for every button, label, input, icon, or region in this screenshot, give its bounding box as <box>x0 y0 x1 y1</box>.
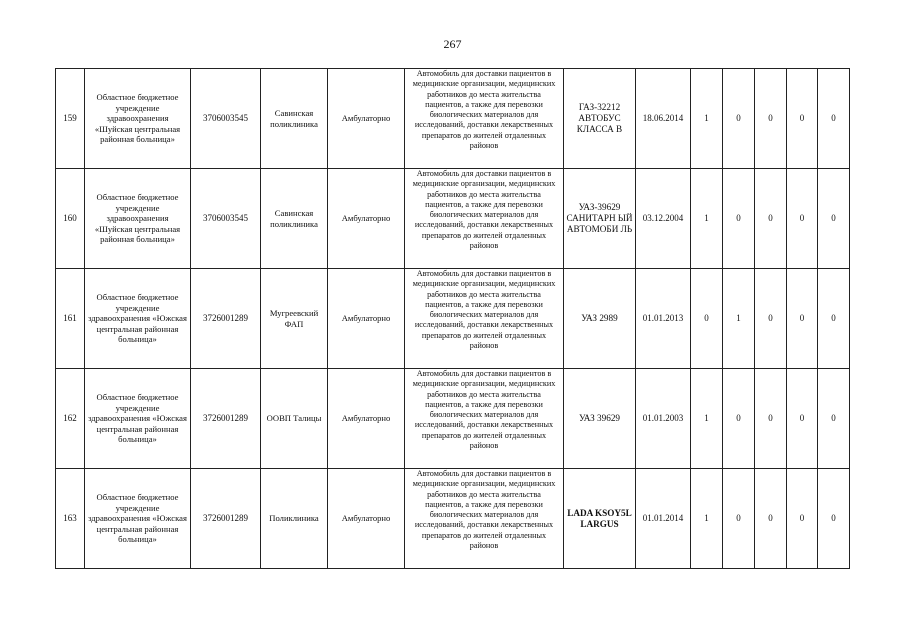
registration-date: 01.01.2003 <box>636 369 691 469</box>
table-row <box>56 169 850 269</box>
vehicle-model: УАЗ-39629 САНИТАРН ЫЙ АВТОМОБИ ЛЬ <box>564 169 636 269</box>
count-cell: 0 <box>818 169 850 269</box>
organization-name: Областное бюджетное учреждение здравоохранения «Южская центральная районная больница» <box>85 469 191 569</box>
count-cell: 0 <box>787 69 818 169</box>
inn-value: 3706003545 <box>191 169 261 269</box>
row-number: 162 <box>56 369 85 469</box>
count-cell: 1 <box>691 69 723 169</box>
registration-date: 01.01.2014 <box>636 469 691 569</box>
table-row <box>56 69 850 169</box>
registration-date: 01.01.2013 <box>636 269 691 369</box>
count-cell: 0 <box>723 169 755 269</box>
inn-value: 3726001289 <box>191 369 261 469</box>
table-row <box>56 369 850 469</box>
subdivision-name: Савинская поликлиника <box>261 69 328 169</box>
count-cell: 0 <box>755 69 787 169</box>
count-cell: 0 <box>755 269 787 369</box>
vehicle-purpose: Автомобиль для доставки пациентов в медицинские организации, медицинских работников до места жительства пациентов, а также для перевозки биологических материалов для исследований, доставки лекарственных препаратов до жителей отдаленных районов <box>405 169 564 269</box>
care-type: Амбулаторно <box>328 369 405 469</box>
vehicle-purpose: Автомобиль для доставки пациентов в медицинские организации, медицинских работников до места жительства пациентов, а также для перевозки биологических материалов для исследований, доставки лекарственных препаратов до жителей отдаленных районов <box>405 69 564 169</box>
registration-date: 18.06.2014 <box>636 69 691 169</box>
count-cell: 0 <box>818 369 850 469</box>
row-number: 163 <box>56 469 85 569</box>
care-type: Амбулаторно <box>328 469 405 569</box>
vehicle-purpose: Автомобиль для доставки пациентов в медицинские организации, медицинских работников до места жительства пациентов, а также для перевозки биологических материалов для исследований, доставки лекарственных препаратов до жителей отдаленных районов <box>405 369 564 469</box>
count-cell: 0 <box>787 269 818 369</box>
count-cell: 1 <box>723 269 755 369</box>
count-cell: 0 <box>787 169 818 269</box>
subdivision-name: ООВП Талицы <box>261 369 328 469</box>
vehicle-purpose: Автомобиль для доставки пациентов в медицинские организации, медицинских работников до места жительства пациентов, а также для перевозки биологических материалов для исследований, доставки лекарственных препаратов до жителей отдаленных районов <box>405 469 564 569</box>
count-cell: 1 <box>691 469 723 569</box>
vehicle-model: УАЗ 2989 <box>564 269 636 369</box>
care-type: Амбулаторно <box>328 269 405 369</box>
count-cell: 0 <box>723 369 755 469</box>
count-cell: 0 <box>723 69 755 169</box>
count-cell: 1 <box>691 169 723 269</box>
count-cell: 0 <box>755 369 787 469</box>
registration-date: 03.12.2004 <box>636 169 691 269</box>
subdivision-name: Мугреевский ФАП <box>261 269 328 369</box>
count-cell: 0 <box>818 69 850 169</box>
page-number: 267 <box>443 37 462 51</box>
vehicle-purpose: Автомобиль для доставки пациентов в медицинские организации, медицинских работников до места жительства пациентов, а также для перевозки биологических материалов для исследований, доставки лекарственных препаратов до жителей отдаленных районов <box>405 269 564 369</box>
vehicle-model: LADA KSOY5L LARGUS <box>564 469 636 569</box>
table-row <box>56 269 850 369</box>
subdivision-name: Савинская поликлиника <box>261 169 328 269</box>
row-number: 159 <box>56 69 85 169</box>
organization-name: Областное бюджетное учреждение здравоохранения «Южская центральная районная больница» <box>85 269 191 369</box>
vehicle-model: УАЗ 39629 <box>564 369 636 469</box>
count-cell: 1 <box>691 369 723 469</box>
care-type: Амбулаторно <box>328 69 405 169</box>
vehicle-model: ГАЗ-32212 АВТОБУС КЛАССА В <box>564 69 636 169</box>
organization-name: Областное бюджетное учреждение здравоохранения «Шуйская центральная районная больница» <box>85 169 191 269</box>
row-number: 161 <box>56 269 85 369</box>
organization-name: Областное бюджетное учреждение здравоохранения «Южская центральная районная больница» <box>85 369 191 469</box>
count-cell: 0 <box>787 369 818 469</box>
row-number: 160 <box>56 169 85 269</box>
inn-value: 3726001289 <box>191 269 261 369</box>
count-cell: 0 <box>723 469 755 569</box>
care-type: Амбулаторно <box>328 169 405 269</box>
vehicle-registry-table <box>55 68 850 569</box>
table-row <box>56 469 850 569</box>
organization-name: Областное бюджетное учреждение здравоохранения «Шуйская центральная районная больница» <box>85 69 191 169</box>
count-cell: 0 <box>755 469 787 569</box>
subdivision-name: Поликлиника <box>261 469 328 569</box>
count-cell: 0 <box>691 269 723 369</box>
count-cell: 0 <box>787 469 818 569</box>
inn-value: 3706003545 <box>191 69 261 169</box>
inn-value: 3726001289 <box>191 469 261 569</box>
count-cell: 0 <box>818 269 850 369</box>
count-cell: 0 <box>818 469 850 569</box>
count-cell: 0 <box>755 169 787 269</box>
